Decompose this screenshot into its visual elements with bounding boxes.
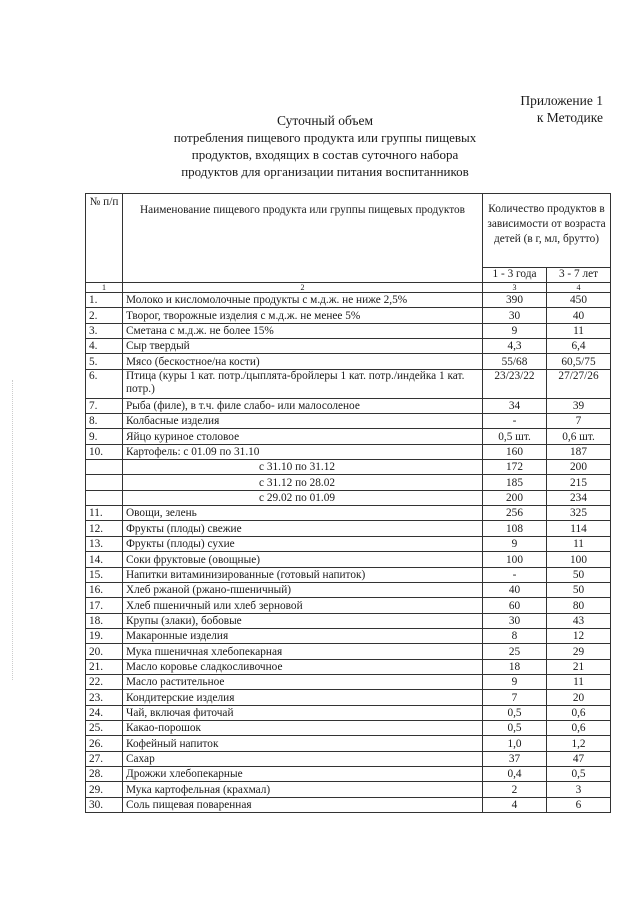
table-row	[86, 797, 611, 812]
table-row	[86, 429, 611, 444]
row-value-3-7: 1,2	[547, 736, 611, 751]
table-row	[86, 521, 611, 536]
row-value-1-3: 60	[483, 598, 547, 613]
row-value-3-7: 6	[547, 797, 611, 812]
row-product-name: Мука картофельная (крахмал)	[123, 782, 483, 797]
table-row	[86, 674, 611, 689]
row-number: 24.	[86, 705, 123, 720]
row-value-1-3: 8	[483, 628, 547, 643]
row-product-name: Масло коровье сладкосливочное	[123, 659, 483, 674]
header-age-1-3: 1 - 3 года	[483, 268, 547, 283]
row-number: 19.	[86, 628, 123, 643]
table-row	[86, 444, 611, 459]
row-value-1-3: 23/23/22	[483, 369, 547, 398]
row-value-3-7: 325	[547, 506, 611, 521]
row-number: 1.	[86, 293, 123, 308]
row-product-name: Хлеб ржаной (ржано-пшеничный)	[123, 582, 483, 597]
row-value-3-7: 114	[547, 521, 611, 536]
row-value-3-7: 20	[547, 690, 611, 705]
table-row	[86, 766, 611, 781]
row-product-name: Мука пшеничная хлебопекарная	[123, 644, 483, 659]
row-value-1-3: 0,5	[483, 705, 547, 720]
row-value-3-7: 80	[547, 598, 611, 613]
food-volume-table	[85, 193, 611, 813]
row-number: 28.	[86, 766, 123, 781]
row-value-1-3: 0,4	[483, 766, 547, 781]
row-product-name: Масло растительное	[123, 674, 483, 689]
table-row	[86, 536, 611, 551]
row-number: 4.	[86, 339, 123, 354]
row-value-3-7: 43	[547, 613, 611, 628]
row-value-1-3: 30	[483, 613, 547, 628]
row-value-3-7: 47	[547, 751, 611, 766]
table-row	[86, 613, 611, 628]
row-product-name: Хлеб пшеничный или хлеб зерновой	[123, 598, 483, 613]
row-value-1-3: 0,5 шт.	[483, 429, 547, 444]
row-value-3-7: 11	[547, 323, 611, 338]
row-product-name: Какао-порошок	[123, 720, 483, 735]
row-number: 12.	[86, 521, 123, 536]
title-line-4: продуктов для организации питания воспитанников	[181, 164, 469, 179]
row-value-3-7: 0,6 шт.	[547, 429, 611, 444]
table-row	[86, 293, 611, 308]
row-number: 30.	[86, 797, 123, 812]
row-value-1-3: 390	[483, 293, 547, 308]
row-number	[86, 460, 123, 475]
row-number: 11.	[86, 506, 123, 521]
row-number: 16.	[86, 582, 123, 597]
row-product-name: с 31.10 по 31.12	[123, 460, 483, 475]
row-value-3-7: 7	[547, 414, 611, 429]
row-value-1-3: 37	[483, 751, 547, 766]
row-value-1-3: 172	[483, 460, 547, 475]
row-value-3-7: 3	[547, 782, 611, 797]
row-value-3-7: 12	[547, 628, 611, 643]
table-row	[86, 460, 611, 475]
table-row	[86, 506, 611, 521]
table-row	[86, 369, 611, 398]
row-value-1-3: 18	[483, 659, 547, 674]
scan-edge	[12, 380, 14, 680]
row-number: 21.	[86, 659, 123, 674]
table-row	[86, 339, 611, 354]
row-product-name: Рыба (филе), в т.ч. филе слабо- или малосоленое	[123, 398, 483, 413]
row-product-name: Творог, творожные изделия с м.д.ж. не менее 5%	[123, 308, 483, 323]
row-number: 10.	[86, 444, 123, 459]
header-age-3-7: 3 - 7 лет	[547, 268, 611, 283]
row-value-3-7: 0,6	[547, 705, 611, 720]
table-row	[86, 398, 611, 413]
row-value-3-7: 100	[547, 552, 611, 567]
table-row	[86, 690, 611, 705]
row-number: 23.	[86, 690, 123, 705]
table-row	[86, 308, 611, 323]
row-number: 18.	[86, 613, 123, 628]
row-product-name: с 29.02 по 01.09	[123, 490, 483, 505]
title-line-2: потребления пищевого продукта или группы пищевых	[173, 130, 477, 145]
document-title	[90, 112, 560, 180]
row-value-3-7: 29	[547, 644, 611, 659]
row-product-name: Макаронные изделия	[123, 628, 483, 643]
row-product-name: Молоко и кисломолочные продукты с м.д.ж. не ниже 2,5%	[123, 293, 483, 308]
table-row	[86, 582, 611, 597]
header-quantity: Количество продуктов в зависимости от возраста детей (в г, мл, брутто)	[483, 194, 611, 268]
row-number: 14.	[86, 552, 123, 567]
table-row	[86, 490, 611, 505]
row-number: 15.	[86, 567, 123, 582]
row-product-name: Колбасные изделия	[123, 414, 483, 429]
row-number: 20.	[86, 644, 123, 659]
row-product-name: Напитки витаминизированные (готовый напиток)	[123, 567, 483, 582]
row-value-1-3: -	[483, 567, 547, 582]
row-value-3-7: 27/27/26	[547, 369, 611, 398]
table-row	[86, 628, 611, 643]
table-row	[86, 475, 611, 490]
row-value-1-3: 55/68	[483, 354, 547, 369]
row-value-1-3: 25	[483, 644, 547, 659]
table-row	[86, 598, 611, 613]
row-product-name: Соки фруктовые (овощные)	[123, 552, 483, 567]
row-product-name: Картофель: с 01.09 по 31.10	[123, 444, 483, 459]
appendix-line-2: к Методике	[536, 110, 603, 125]
row-value-1-3: -	[483, 414, 547, 429]
table-row	[86, 354, 611, 369]
row-product-name: Мясо (бескостное/на кости)	[123, 354, 483, 369]
row-value-1-3: 30	[483, 308, 547, 323]
row-value-1-3: 9	[483, 536, 547, 551]
row-product-name: Чай, включая фиточай	[123, 705, 483, 720]
row-value-1-3: 40	[483, 582, 547, 597]
row-value-1-3: 7	[483, 690, 547, 705]
row-value-3-7: 21	[547, 659, 611, 674]
table-row	[86, 323, 611, 338]
column-number: 4	[547, 283, 611, 293]
table-row	[86, 720, 611, 735]
row-product-name: Сыр твердый	[123, 339, 483, 354]
row-value-1-3: 9	[483, 674, 547, 689]
row-value-1-3: 4,3	[483, 339, 547, 354]
row-number: 3.	[86, 323, 123, 338]
row-value-3-7: 6,4	[547, 339, 611, 354]
row-value-1-3: 34	[483, 398, 547, 413]
row-value-3-7: 215	[547, 475, 611, 490]
row-product-name: Сахар	[123, 751, 483, 766]
row-value-3-7: 200	[547, 460, 611, 475]
row-number: 27.	[86, 751, 123, 766]
table-row	[86, 659, 611, 674]
column-number: 3	[483, 283, 547, 293]
row-value-3-7: 11	[547, 536, 611, 551]
row-product-name: Яйцо куриное столовое	[123, 429, 483, 444]
table-row	[86, 782, 611, 797]
row-product-name: Фрукты (плоды) сухие	[123, 536, 483, 551]
row-number: 8.	[86, 414, 123, 429]
row-value-1-3: 160	[483, 444, 547, 459]
row-value-1-3: 185	[483, 475, 547, 490]
row-value-1-3: 0,5	[483, 720, 547, 735]
title-line-1: Суточный объем	[276, 113, 374, 128]
title-line-3: продуктов, входящих в состав суточного набора	[191, 147, 459, 162]
row-product-name: Сметана с м.д.ж. не более 15%	[123, 323, 483, 338]
row-product-name: Овощи, зелень	[123, 506, 483, 521]
table-row	[86, 552, 611, 567]
row-product-name: Крупы (злаки), бобовые	[123, 613, 483, 628]
row-product-name: Дрожжи хлебопекарные	[123, 766, 483, 781]
row-value-3-7: 234	[547, 490, 611, 505]
row-value-1-3: 256	[483, 506, 547, 521]
row-value-3-7: 50	[547, 582, 611, 597]
row-value-1-3: 1,0	[483, 736, 547, 751]
row-value-3-7: 39	[547, 398, 611, 413]
row-value-1-3: 2	[483, 782, 547, 797]
table-row	[86, 414, 611, 429]
table-row	[86, 751, 611, 766]
row-product-name: Птица (куры 1 кат. потр./цыплята-бройлеры 1 кат. потр./индейка 1 кат. потр.)	[123, 369, 483, 398]
row-value-3-7: 40	[547, 308, 611, 323]
row-value-1-3: 108	[483, 521, 547, 536]
row-product-name: Соль пищевая поваренная	[123, 797, 483, 812]
appendix-line-1: Приложение 1	[520, 93, 603, 108]
row-value-3-7: 50	[547, 567, 611, 582]
row-number: 22.	[86, 674, 123, 689]
column-number: 1	[86, 283, 123, 293]
table-row	[86, 705, 611, 720]
row-product-name: Кондитерские изделия	[123, 690, 483, 705]
table-row	[86, 644, 611, 659]
header-product-name: Наименование пищевого продукта или группы пищевых продуктов	[123, 194, 483, 283]
row-number: 25.	[86, 720, 123, 735]
row-number	[86, 475, 123, 490]
row-number: 17.	[86, 598, 123, 613]
row-product-name: Фрукты (плоды) свежие	[123, 521, 483, 536]
row-number: 7.	[86, 398, 123, 413]
table-row	[86, 736, 611, 751]
row-number: 6.	[86, 369, 123, 398]
row-product-name: с 31.12 по 28.02	[123, 475, 483, 490]
header-number: № п/п	[86, 194, 123, 283]
column-number: 2	[123, 283, 483, 293]
row-value-1-3: 4	[483, 797, 547, 812]
row-value-3-7: 11	[547, 674, 611, 689]
row-number: 26.	[86, 736, 123, 751]
row-value-3-7: 187	[547, 444, 611, 459]
row-value-3-7: 60,5/75	[547, 354, 611, 369]
row-number	[86, 490, 123, 505]
row-number: 2.	[86, 308, 123, 323]
row-number: 13.	[86, 536, 123, 551]
table-row	[86, 567, 611, 582]
column-numbers-row	[86, 283, 611, 293]
row-product-name: Кофейный напиток	[123, 736, 483, 751]
row-number: 9.	[86, 429, 123, 444]
row-number: 29.	[86, 782, 123, 797]
row-number: 5.	[86, 354, 123, 369]
row-value-1-3: 9	[483, 323, 547, 338]
row-value-1-3: 200	[483, 490, 547, 505]
row-value-3-7: 0,6	[547, 720, 611, 735]
row-value-3-7: 0,5	[547, 766, 611, 781]
row-value-3-7: 450	[547, 293, 611, 308]
row-value-1-3: 100	[483, 552, 547, 567]
